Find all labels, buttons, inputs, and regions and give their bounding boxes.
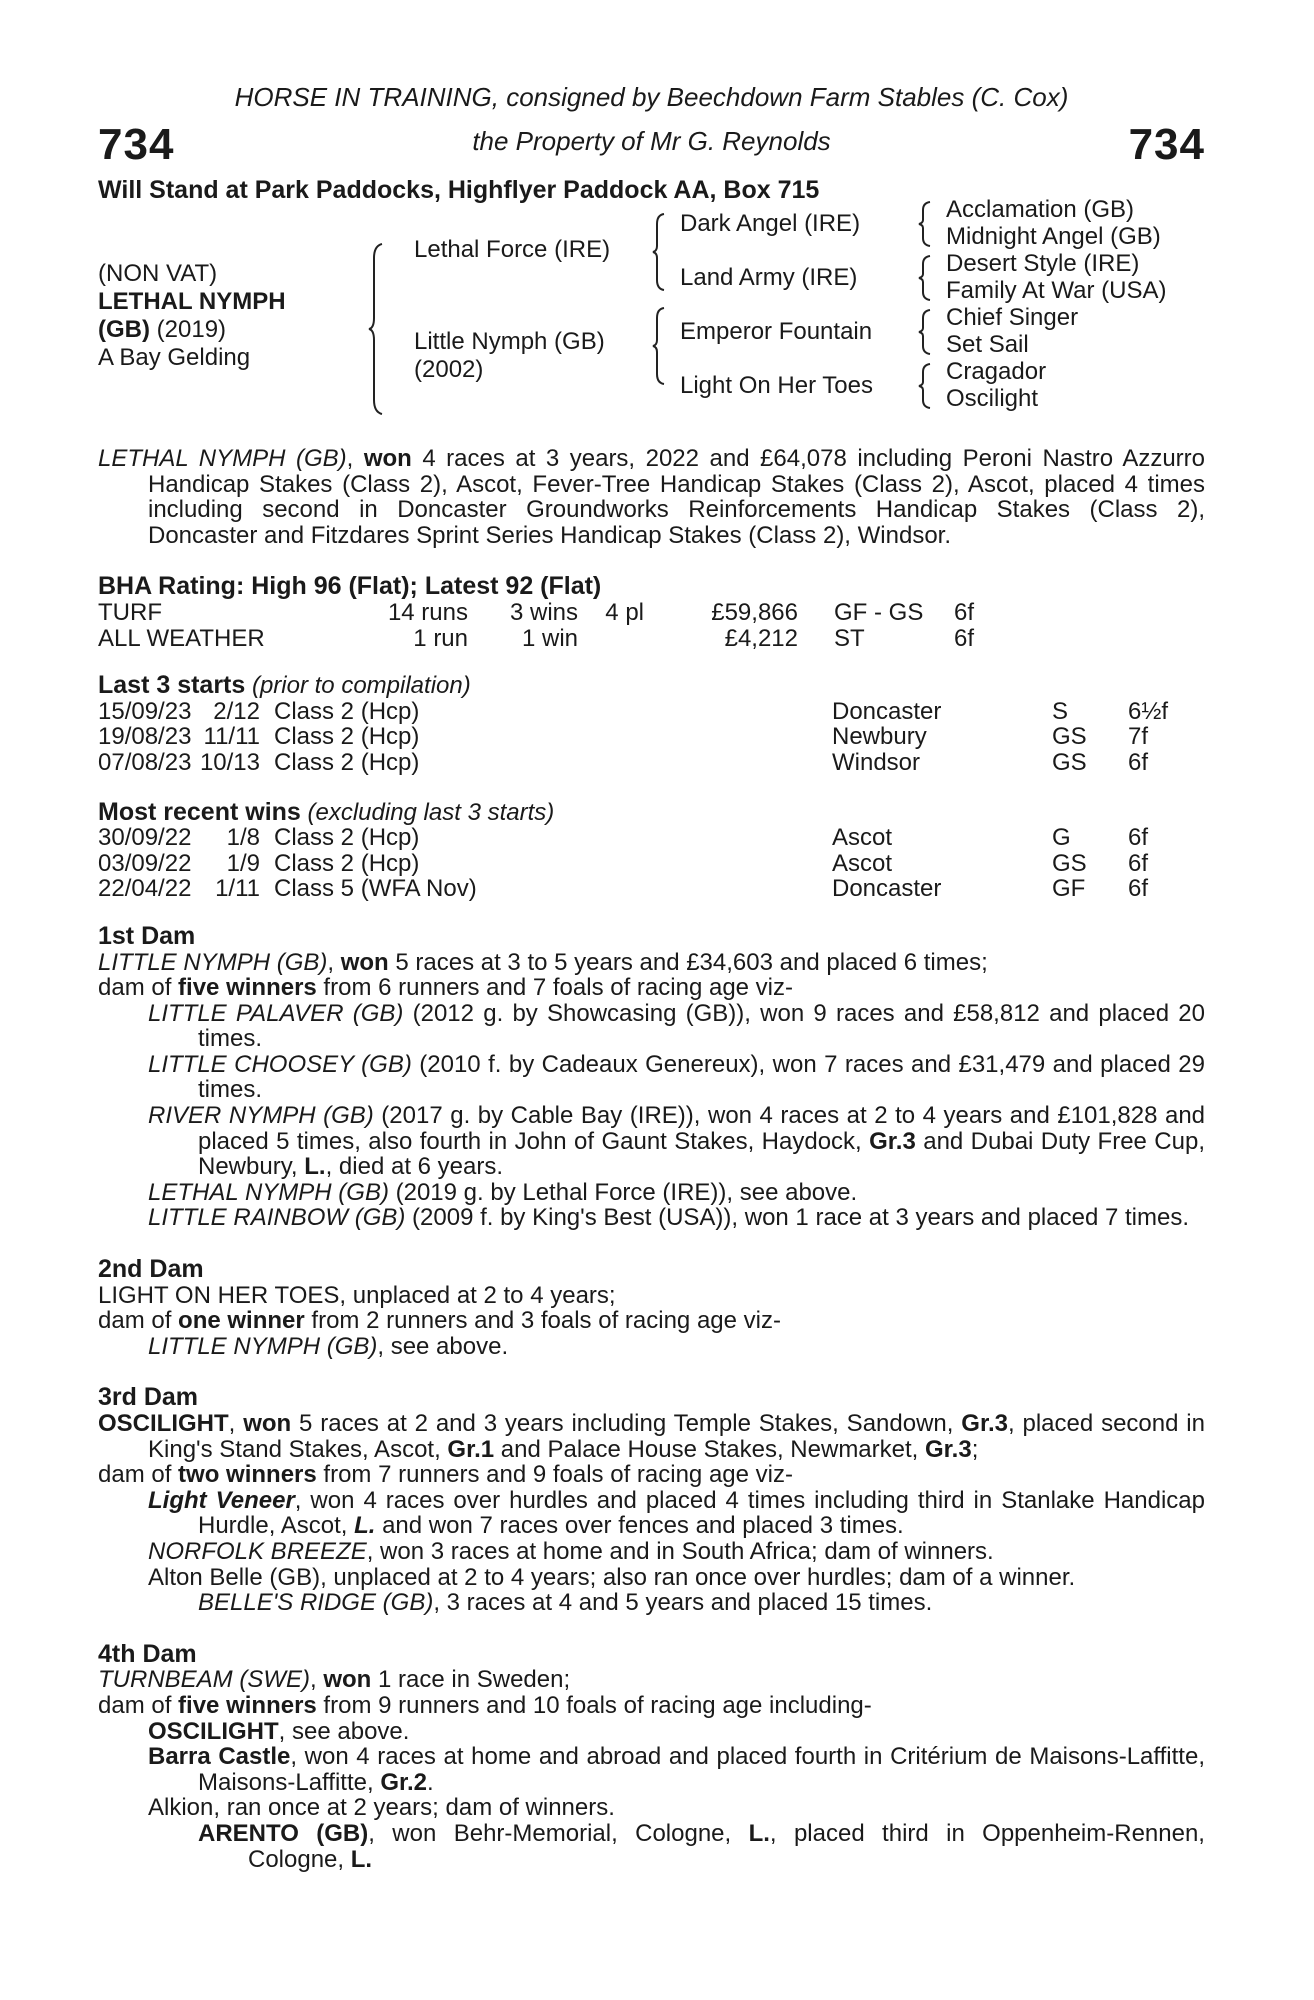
race-class: Class 5 (WFA Nov)	[274, 875, 477, 903]
race-position: 1/8	[226, 824, 260, 852]
produce-text: and won 7 races over fences and placed 3 times.	[375, 1512, 904, 1540]
produce-entry: Alkion, ran once at 2 years; dam of winners.	[148, 1794, 615, 1822]
dam1-produce-line	[98, 975, 1205, 1001]
race-class: Class 2 (Hcp)	[274, 723, 420, 751]
race-date: 19/08/23	[98, 723, 192, 751]
dam3-title: 3rd Dam	[98, 1383, 199, 1412]
produce-name: NORFOLK BREEZE	[148, 1537, 367, 1565]
dam3-produce-line	[98, 1462, 1205, 1488]
table-row	[98, 724, 1168, 750]
produce-summary: from 9 runners and 10 foals of racing age including-	[316, 1691, 872, 1719]
wins: 3 wins	[509, 598, 578, 626]
race-position: 1/9	[226, 849, 260, 877]
rating-table	[98, 600, 974, 651]
going: S	[1052, 697, 1069, 725]
dam3-won: won	[243, 1410, 292, 1437]
listed: L.	[350, 1845, 373, 1873]
dam-year: (2002)	[414, 356, 484, 383]
table-row	[98, 876, 1148, 902]
race-date: 22/04/22	[98, 875, 192, 903]
summary-horse-name: LETHAL NYMPH (GB)	[98, 445, 347, 472]
winners-count: one winner	[178, 1307, 305, 1335]
last-starts-note: (prior to compilation)	[245, 672, 471, 700]
produce-text: (2017 g. by Cable Bay (IRE)), won 4 races at 2 to 4 years and £101,828 and placed 5 times, also fourth in John of Gaunt Stakes, Haydock,	[198, 1102, 1206, 1155]
produce-entry	[198, 1590, 1205, 1616]
produce-summary: from 6 runners and 7 foals of racing age viz-	[316, 974, 794, 1002]
racecourse: Newbury	[832, 723, 927, 751]
produce-text: , see above.	[278, 1717, 410, 1745]
dam-of-label: dam of	[98, 1307, 179, 1335]
dam1-text: 5 races at 3 to 5 years and £34,603 and placed 6 times;	[388, 948, 988, 976]
racecourse: Doncaster	[832, 697, 942, 725]
race-date: 30/09/22	[98, 824, 192, 852]
prize-money: £59,866	[711, 598, 798, 626]
wins: 1 win	[521, 624, 578, 652]
distance: 6f	[1128, 875, 1149, 903]
table-row	[98, 600, 974, 626]
rating-title: BHA Rating: High 96 (Flat); Latest 92 (Flat)	[98, 572, 602, 601]
going: G	[1052, 824, 1071, 852]
distance: 6f	[1128, 824, 1149, 852]
produce-text: , 3 races at 4 and 5 years and placed 15 times.	[433, 1589, 933, 1617]
distance: 6½f	[1128, 697, 1169, 725]
pedigree-brace-ggp-1	[918, 200, 934, 248]
granddam-2: Light On Her Toes	[680, 372, 873, 399]
recent-wins-heading	[98, 797, 1205, 826]
great-grandparent: Set Sail	[946, 331, 1029, 358]
table-row	[98, 750, 1168, 776]
produce-name: LETHAL NYMPH (GB)	[148, 1178, 389, 1206]
horse-country: (GB)	[98, 316, 150, 343]
pedigree-brace-dam	[652, 306, 668, 386]
race-position: 1/11	[215, 875, 260, 903]
pedigree-brace-sire	[652, 212, 668, 292]
dam4-won: won	[323, 1666, 372, 1694]
pedigree-brace-ggp-4	[918, 362, 934, 410]
produce-entry	[148, 1001, 1205, 1052]
horse-identity	[98, 260, 286, 372]
listed: L.	[748, 1819, 770, 1847]
produce-text: (2012 g. by Showcasing (GB)), won 9 races and £58,812 and placed 20 times.	[198, 999, 1205, 1053]
placings: 4 pl	[605, 598, 644, 626]
winners-count: five winners	[178, 1691, 317, 1719]
produce-text: , placed third in Oppenheim-Rennen, Cologne,	[248, 1819, 1205, 1873]
produce-entry: Alton Belle (GB), unplaced at 2 to 4 years; also ran once over hurdles; dam of a winner.	[148, 1563, 1076, 1591]
great-grandparent: Acclamation (GB)	[946, 196, 1135, 223]
great-grandparent: Cragador	[946, 358, 1047, 385]
dam2-produce-line	[98, 1308, 1205, 1334]
race-class: Class 2 (Hcp)	[274, 697, 420, 725]
dam4-name: TURNBEAM (SWE)	[98, 1666, 310, 1694]
race-position: 11/11	[203, 723, 260, 751]
consignor-line: HORSE IN TRAINING, consigned by Beechdown Farm Stables (C. Cox)	[234, 82, 1069, 112]
summary-won: won	[363, 445, 412, 472]
dam-of-label: dam of	[98, 1461, 179, 1489]
produce-text: (2009 f. by King's Best (USA)), won 1 race at 3 years and placed 7 times.	[405, 1204, 1189, 1232]
dam-of-label: dam of	[98, 974, 179, 1002]
produce-name: Barra Castle	[148, 1743, 291, 1771]
dam3-text: ;	[971, 1435, 979, 1463]
going: ST	[834, 624, 865, 652]
horse-description: A Bay Gelding	[98, 344, 251, 371]
dam-of-label: dam of	[98, 1691, 179, 1719]
table-row	[98, 851, 1148, 877]
distance: 6f	[954, 598, 975, 626]
produce-text: .	[427, 1768, 434, 1796]
dam1-title: 1st Dam	[98, 921, 196, 950]
produce-entry	[148, 1334, 1205, 1360]
produce-entry	[148, 1744, 1205, 1795]
recent-wins-note: (excluding last 3 starts)	[300, 798, 555, 826]
produce-text: , won 4 races over hurdles and placed 4 times including third in Stanlake Handicap Hurdle, Ascot,	[198, 1486, 1205, 1540]
last-starts-table	[98, 699, 1168, 776]
produce-name: OSCILIGHT	[148, 1717, 279, 1745]
dam4-text: 1 race in Sweden;	[371, 1666, 571, 1694]
pedigree-brace-ggp-3	[918, 308, 934, 356]
pedigree-chart	[98, 196, 1205, 450]
stand-location: Will Stand at Park Paddocks, Highflyer Paddock AA, Box 715	[98, 176, 820, 204]
produce-name: BELLE'S RIDGE (GB)	[198, 1589, 434, 1617]
catalogue-page	[98, 82, 1205, 1872]
produce-text: , see above.	[377, 1332, 509, 1360]
produce-entry	[148, 1205, 1205, 1231]
recent-wins-title: Most recent wins	[98, 797, 301, 826]
surface: TURF	[98, 598, 162, 626]
summary-text: 4 races at 3 years, 2022 and £64,078 including Peroni Nastro Azzurro Handicap Stakes (Class 2), Ascot, Fever-Tree Handicap Stakes (Class 2), Ascot, placed 4 times including second in Doncaster Groundworks Reinforcements Handicap Stakes (Class 2), Doncaster and Fitzdares Sprint Series Handicap Stakes (Class 2), Windsor.	[148, 445, 1206, 549]
race-date: 03/09/22	[98, 849, 192, 877]
produce-entry	[148, 1052, 1205, 1103]
produce-entry	[198, 1821, 1205, 1872]
dam3-name: OSCILIGHT	[98, 1410, 229, 1437]
racecourse: Doncaster	[832, 875, 942, 903]
produce-name: LITTLE NYMPH (GB)	[148, 1332, 378, 1360]
racecourse: Windsor	[832, 748, 921, 776]
grade: Gr.3	[925, 1435, 972, 1463]
granddam-1: Land Army (IRE)	[680, 264, 858, 291]
produce-entry	[148, 1180, 1205, 1206]
dam2-title: 2nd Dam	[98, 1255, 204, 1284]
owner-line: the Property of Mr G. Reynolds	[472, 126, 831, 156]
produce-name: LITTLE PALAVER (GB)	[148, 999, 404, 1027]
racecourse: Ascot	[832, 849, 893, 877]
dam3-text: and Palace House Stakes, Newmarket,	[494, 1435, 925, 1463]
produce-name: Light Veneer	[148, 1486, 295, 1514]
produce-text: , won Behr-Memorial, Cologne,	[368, 1819, 749, 1847]
dam4-produce-line	[98, 1693, 1205, 1719]
racing-summary: LETHAL NYMPH (GB), won 4 races at 3 years, 2022 and £64,078 including Peroni Nastro Azzurro Handicap Stakes (Class 2), Ascot, Fever-Tree Handicap Stakes (Class 2), Ascot, placed 4 times including second in Doncaster Groundworks Reinforcements Handicap Stakes (Class 2), Doncaster and Fitzdares Sprint Series Handicap Stakes (Class 2), Windsor.	[98, 445, 1206, 549]
dam: Little Nymph (GB)	[414, 328, 605, 355]
dam2-record: LIGHT ON HER TOES, unplaced at 2 to 4 years;	[98, 1281, 616, 1309]
produce-summary: from 7 runners and 9 foals of racing age viz-	[316, 1461, 793, 1489]
lot-header	[98, 82, 1205, 204]
great-grandparent: Oscilight	[946, 385, 1039, 412]
great-grandparent: Chief Singer	[946, 304, 1079, 331]
great-grandparent: Desert Style (IRE)	[946, 250, 1140, 277]
produce-name: RIVER NYMPH (GB)	[148, 1102, 374, 1130]
dam4-title: 4th Dam	[98, 1639, 197, 1668]
last-starts-heading	[98, 673, 1205, 699]
race-record	[98, 446, 1205, 1872]
race-position: 10/13	[199, 748, 260, 776]
listed: L.	[304, 1153, 326, 1181]
winners-count: five winners	[178, 974, 317, 1002]
dam3-text: 5 races at 2 and 3 years including Temple Stakes, Sandown,	[291, 1410, 962, 1437]
produce-name: LITTLE RAINBOW (GB)	[148, 1204, 406, 1232]
recent-wins-table	[98, 825, 1148, 902]
sire: Lethal Force (IRE)	[414, 236, 611, 263]
produce-entry	[148, 1539, 1205, 1565]
produce-entry	[148, 1103, 1205, 1180]
produce-text: (2010 f. by Cadeaux Genereux), won 7 races and £31,479 and placed 29 times.	[198, 1050, 1206, 1104]
pedigree-brace-main	[368, 242, 388, 416]
surface: ALL WEATHER	[98, 624, 265, 652]
lot-number-left: 734	[98, 120, 175, 169]
dam1-record: LITTLE NYMPH (GB), won 5 races at 3 to 5 years and £34,603 and placed 6 times;	[98, 948, 988, 976]
table-row	[98, 626, 974, 652]
going: GS	[1052, 849, 1087, 877]
grandsire-2: Emperor Fountain	[680, 318, 873, 345]
prize-money: £4,212	[724, 624, 798, 652]
dam3-text: , placed second in King's Stand Stakes, Ascot,	[148, 1410, 1205, 1463]
produce-text: , died at 6 years.	[325, 1153, 504, 1181]
winners-count: two winners	[178, 1461, 317, 1489]
produce-name: ARENTO (GB)	[198, 1819, 369, 1847]
last-starts-title: Last 3 starts	[98, 671, 246, 700]
produce-name: LITTLE CHOOSEY (GB)	[148, 1050, 412, 1078]
dam3-record: OSCILIGHT, won 5 races at 2 and 3 years including Temple Stakes, Sandown, Gr.3, placed second in King's Stand Stakes, Ascot, Gr.1 and Palace House Stakes, Newmarket, Gr.3;	[98, 1410, 1205, 1463]
grade: Gr.3	[961, 1410, 1008, 1437]
dam4-record: TURNBEAM (SWE), won 1 race in Sweden;	[98, 1666, 571, 1694]
produce-text: (2019 g. by Lethal Force (IRE)), see above.	[388, 1178, 858, 1206]
vat-status: (NON VAT)	[98, 260, 218, 287]
great-grandparent: Family At War (USA)	[946, 277, 1167, 304]
race-class: Class 2 (Hcp)	[274, 824, 420, 852]
going: GF - GS	[834, 598, 924, 626]
listed: L.	[354, 1512, 376, 1540]
race-position: 2/12	[213, 697, 260, 725]
grade: Gr.3	[869, 1127, 916, 1155]
going: GS	[1052, 748, 1087, 776]
race-class: Class 2 (Hcp)	[274, 748, 420, 776]
grade: Gr.1	[447, 1435, 495, 1463]
dam1-name: LITTLE NYMPH (GB)	[98, 948, 328, 976]
race-date: 15/09/23	[98, 697, 192, 725]
runs: 1 run	[413, 624, 468, 652]
produce-summary: from 2 runners and 3 foals of racing age viz-	[304, 1307, 781, 1335]
race-date: 07/08/23	[98, 748, 192, 776]
grade: Gr.2	[380, 1768, 428, 1796]
distance: 6f	[1128, 748, 1149, 776]
produce-text: , won 3 races at home and in South Africa; dam of winners.	[366, 1537, 994, 1565]
table-row	[98, 825, 1148, 851]
pedigree-brace-ggp-2	[918, 254, 934, 302]
going: GF	[1052, 875, 1086, 903]
horse-name: LETHAL NYMPH	[98, 288, 286, 315]
race-class: Class 2 (Hcp)	[274, 849, 420, 877]
produce-entry	[148, 1488, 1205, 1539]
horse-year: (2019)	[149, 316, 227, 343]
table-row	[98, 699, 1168, 725]
grandsire-1: Dark Angel (IRE)	[680, 210, 861, 237]
great-grandparent: Midnight Angel (GB)	[946, 223, 1161, 250]
produce-entry	[148, 1719, 1205, 1745]
produce-text: and Dubai Duty Free Cup, Newbury,	[198, 1127, 1205, 1181]
dam1-won: won	[340, 948, 389, 976]
distance: 6f	[1128, 849, 1149, 877]
distance: 6f	[954, 624, 975, 652]
produce-text: , won 4 races at home and abroad and placed fourth in Critérium de Maisons-Laffitte, Maisons-Laffitte,	[198, 1743, 1205, 1796]
placings	[578, 626, 644, 652]
distance: 7f	[1128, 723, 1149, 751]
racecourse: Ascot	[832, 824, 893, 852]
going: GS	[1052, 723, 1087, 751]
lot-number-right: 734	[1128, 120, 1205, 169]
runs: 14 runs	[387, 598, 468, 626]
